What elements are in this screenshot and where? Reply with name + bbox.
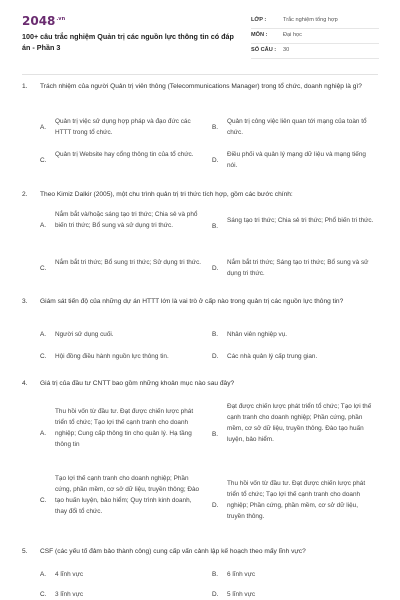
question-number: 3. [22, 298, 28, 305]
option-text: 4 lĩnh vực [55, 571, 84, 578]
option-text: Điều phối và quản lý mạng dữ liệu và mạng tiếng nói. [227, 151, 366, 169]
question-text: Giá trị của đầu tư CNTT bao gồm những khoản mục nào sau đây? [40, 380, 235, 387]
option-text: Nắm bắt tri thức; Bổ sung tri thức; Sử dụng tri thức. [55, 259, 202, 266]
option-text: Tạo lợi thế cạnh tranh cho doanh nghiệp; Phần cứng, phần mềm, cơ sở dữ liệu, truyền thông; Đào tạo huấn luyện, bảo hiểm; Quy trình kinh doanh, thay đổi tổ chức. [55, 475, 200, 515]
option-letter: C. [40, 591, 47, 598]
meta-value: Trắc nghiệm tổng hợp [283, 17, 338, 23]
quiz-meta [251, 14, 379, 59]
option-text: Thu hồi vốn từ đầu tư. Đạt được chiến lược phát triển tổ chức; Tạo lợi thế cạnh tranh cho doanh nghiệp; Cung cấp thông tin cho quản lý. Hạ tầng thông tin [55, 408, 194, 448]
option-letter: A. [40, 124, 47, 131]
option-text: Thu hồi vốn từ đầu tư. Đạt được chiến lược phát triển tổ chức; Tạo lợi thế cạnh tranh cho doanh nghiệp; Phần cứng, phần mềm, cơ sở dữ liệu, truyền thông. [227, 480, 366, 520]
option-letter: D. [212, 502, 219, 509]
question-number: 2. [22, 191, 28, 198]
option-text: Đạt được chiến lược phát triển tổ chức; Tạo lợi thế cạnh tranh cho doanh nghiệp; Phần cứng, phần mềm, cơ sở dữ liệu, truyền thông. Đào tạo huấn luyện, bảo hiểm. [227, 403, 372, 443]
option-letter: C. [40, 353, 47, 360]
option-letter: A. [40, 430, 47, 437]
option-text: Quản trị công việc liên quan tới mạng của toàn tổ chức. [227, 118, 367, 136]
meta-row-subject [251, 29, 379, 44]
option-text: Người sử dụng cuối. [55, 331, 114, 338]
meta-row-count [251, 44, 379, 59]
page-title: 100+ câu trắc nghiệm Quản trị các nguồn lực thông tin có đáp án - Phần 3 [22, 32, 234, 52]
option-text: Quản trị Website hay cổng thông tin của tổ chức. [55, 151, 194, 158]
option-letter: C. [40, 265, 47, 272]
header-divider [22, 74, 378, 75]
option-text: 3 lĩnh vực [55, 591, 84, 598]
meta-key: SỐ CÂU : [251, 47, 277, 53]
option-text: Nắm bắt tri thức; Sáng tạo tri thức; Bổ sung và sử dụng tri thức. [227, 259, 369, 277]
option-text: 5 lĩnh vực [227, 591, 256, 598]
option-letter: A. [40, 331, 47, 338]
option-text: Các nhà quản lý cấp trung gian. [227, 353, 318, 360]
option-letter: C. [40, 157, 47, 164]
option-letter: D. [212, 591, 219, 598]
option-letter: A. [40, 222, 47, 229]
option-letter: B. [212, 571, 219, 578]
option-letter: D. [212, 353, 219, 360]
question-number: 1. [22, 83, 28, 90]
option-letter: B. [212, 431, 219, 438]
logo-domain: .vn [56, 16, 66, 22]
question-text: Trách nhiệm của người Quản trị viên thông (Telecommunications Manager) trong tổ chức, doanh nghiệp là gì? [40, 83, 362, 90]
question-number: 4. [22, 380, 28, 387]
meta-key: MÔN : [251, 32, 268, 38]
option-text: Quản trị việc sử dụng hợp pháp và đạo đức các HTTT trong tổ chức. [55, 118, 191, 136]
question-text: Theo Kimiz Dalkir (2005), một chu trình quản trị tri thức tích hợp, gồm các bước chính: [40, 191, 293, 198]
question-text: Giám sát tiến độ của những dự án HTTT lớn là vai trò ở cấp nào trong quản trị các nguồn lực thông tin? [40, 298, 344, 305]
option-text: Hội đồng điều hành nguồn lực thông tin. [55, 353, 169, 360]
option-letter: B. [212, 223, 219, 230]
option-text: Sáng tạo tri thức; Chia sẻ tri thức; Phổ biến tri thức. [227, 217, 374, 224]
option-letter: C. [40, 497, 47, 504]
question-number: 5. [22, 548, 28, 555]
option-letter: D. [212, 157, 219, 164]
meta-row-class [251, 14, 379, 29]
option-text: 6 lĩnh vực [227, 571, 256, 578]
option-text: Nhân viên nghiệp vụ. [227, 331, 288, 338]
option-letter: D. [212, 265, 219, 272]
site-logo[interactable] [22, 14, 65, 28]
meta-value: 30 [283, 47, 290, 53]
option-text: Nắm bắt và/hoặc sáng tạo tri thức; Chia sẻ và phổ biến tri thức; Bổ sung và sử dụng tri thức. [55, 211, 198, 229]
logo-text: 2048 [22, 14, 56, 28]
option-letter: B. [212, 331, 219, 338]
page-header [0, 0, 400, 70]
option-letter: A. [40, 571, 47, 578]
question-text: CSF (các yếu tố đảm bảo thành công) cung cấp vấn cảnh lập kế hoạch theo mấy lĩnh vực? [40, 548, 306, 555]
meta-key: LỚP : [251, 17, 267, 23]
option-letter: B. [212, 124, 219, 131]
meta-value: Đại học [283, 32, 302, 38]
